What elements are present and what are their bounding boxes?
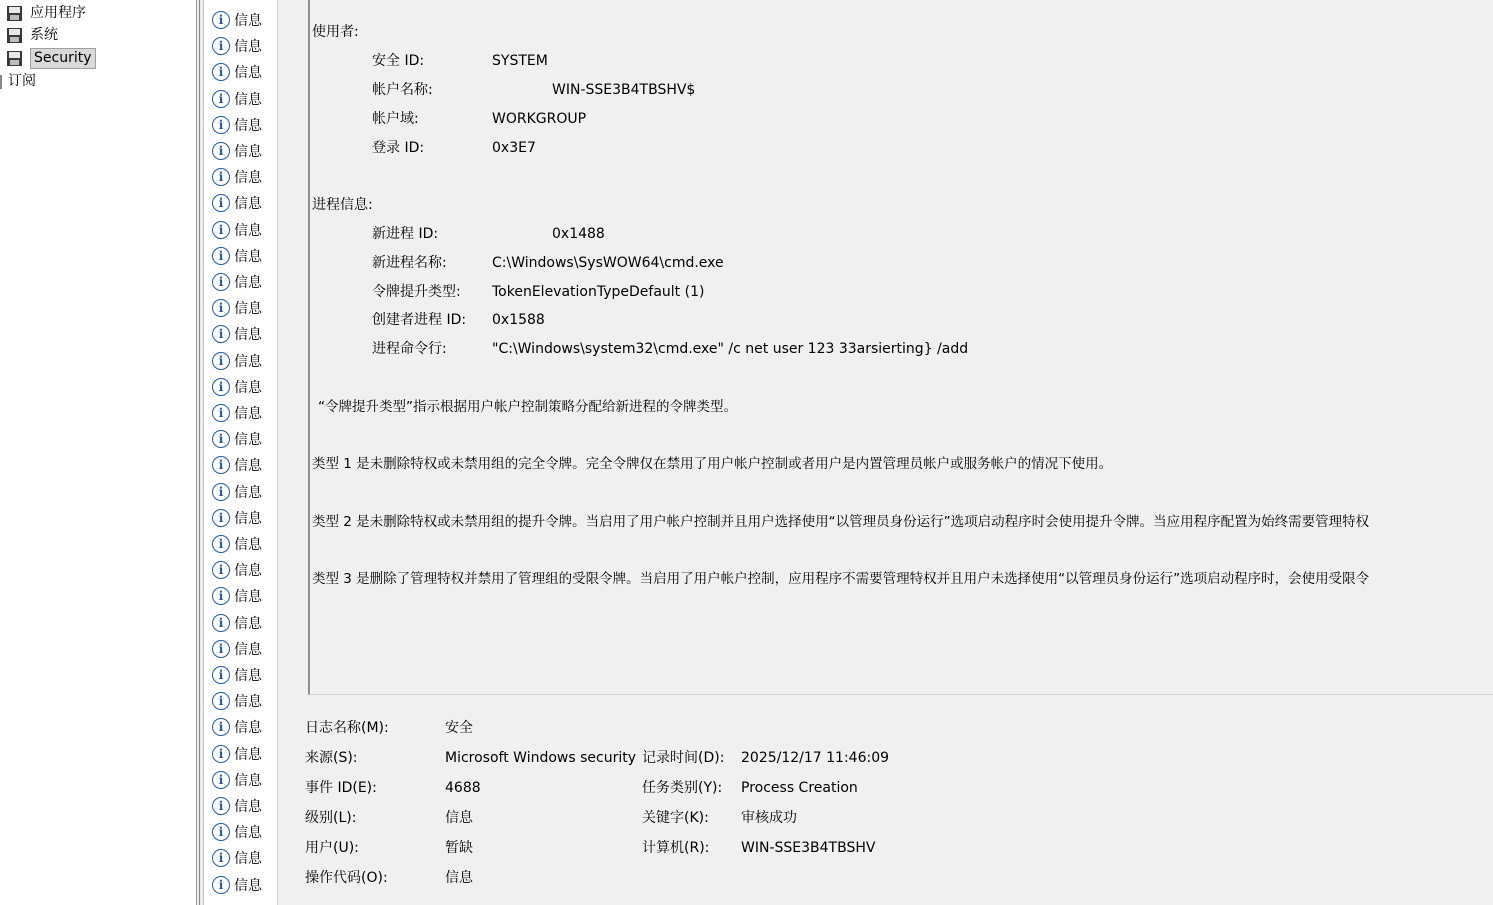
info-icon: i — [212, 456, 230, 474]
event-row[interactable] — [212, 794, 262, 818]
event-row[interactable] — [212, 296, 262, 320]
subject-value: 0x3E7 — [492, 140, 536, 156]
event-row[interactable] — [212, 401, 262, 425]
process-value: 0x1588 — [492, 312, 545, 328]
event-level-label: 信息 — [234, 170, 262, 187]
log-icon — [6, 27, 23, 44]
event-level-label: 信息 — [234, 65, 262, 82]
event-row[interactable] — [212, 113, 262, 137]
event-row[interactable] — [212, 611, 262, 635]
event-level-label: 信息 — [234, 353, 262, 370]
type1-text: 类型 1 是未删除特权或未禁用组的完全令牌。完全令牌仅在禁用了用户帐户控制或者用户是内置管理员帐户或服务帐户的情况下使用。 — [312, 456, 1113, 472]
tree-line — [0, 75, 2, 89]
info-icon: i — [212, 666, 230, 684]
event-row[interactable] — [212, 60, 262, 84]
event-id-value: 4688 — [445, 780, 481, 796]
info-icon: i — [212, 797, 230, 815]
process-value: 0x1488 — [552, 226, 605, 242]
info-icon: i — [212, 221, 230, 239]
subject-value: WORKGROUP — [492, 111, 587, 127]
subject-header: 使用者: — [312, 24, 359, 40]
event-level-label: 信息 — [234, 301, 262, 318]
event-detail-pane — [293, 0, 1493, 905]
event-row[interactable] — [212, 768, 262, 792]
process-value: TokenElevationTypeDefault (1) — [492, 284, 705, 300]
source-label: 来源(S): — [305, 750, 358, 766]
event-level-label: 信息 — [234, 248, 262, 265]
type3-text: 类型 3 是删除了管理特权并禁用了管理组的受限令牌。当启用了用户帐户控制，应用程序不需要管理特权并且用户未选择使用“以管理员身份运行”选项启动程序时，会使用受限令 — [312, 571, 1370, 587]
log-name-value: 安全 — [445, 720, 473, 736]
user-value: 暂缺 — [445, 840, 473, 856]
info-icon: i — [212, 247, 230, 265]
process-value: "C:\Windows\system32\cmd.exe" /c net user 123 33arsierting} /add — [492, 341, 969, 357]
event-row[interactable] — [212, 506, 262, 530]
info-icon: i — [212, 273, 230, 291]
event-level-label: 信息 — [234, 406, 262, 422]
event-row[interactable] — [212, 322, 262, 346]
level-value: 信息 — [445, 810, 473, 826]
navigation-tree — [0, 0, 196, 905]
event-description — [308, 0, 1493, 695]
event-row[interactable] — [212, 663, 262, 687]
log-name-label: 日志名称(M): — [305, 720, 389, 736]
process-label: 创建者进程 ID: — [372, 312, 467, 328]
event-row[interactable] — [212, 689, 262, 713]
process-label: 进程命令行: — [372, 341, 447, 357]
event-row[interactable] — [212, 218, 262, 242]
process-value: C:\Windows\SysWOW64\cmd.exe — [492, 255, 724, 271]
info-icon: i — [212, 168, 230, 186]
event-level-label: 信息 — [234, 537, 262, 553]
event-id-label: 事件 ID(E): — [305, 780, 377, 796]
computer-value: WIN-SSE3B4TBSHV — [741, 840, 876, 856]
info-icon: i — [212, 876, 230, 894]
event-row[interactable] — [212, 532, 262, 556]
event-level-label: 信息 — [234, 589, 262, 606]
event-level-label: 信息 — [234, 379, 262, 396]
event-row[interactable] — [212, 8, 262, 32]
event-row[interactable] — [212, 139, 262, 163]
subject-value: SYSTEM — [492, 53, 548, 69]
event-level-label: 信息 — [234, 563, 262, 580]
info-icon: i — [212, 692, 230, 710]
event-row[interactable] — [212, 715, 262, 739]
event-row[interactable] — [212, 480, 262, 504]
info-icon: i — [212, 535, 230, 553]
event-level-label: 信息 — [234, 615, 262, 632]
subject-label: 安全 ID: — [372, 53, 425, 69]
tree-item-security[interactable] — [6, 48, 96, 69]
computer-label: 计算机(R): — [642, 840, 710, 856]
process-label: 令牌提升类型: — [372, 284, 461, 300]
event-row[interactable] — [212, 349, 262, 373]
info-icon: i — [212, 483, 230, 501]
event-level-label: 信息 — [234, 641, 262, 658]
event-row[interactable] — [212, 270, 262, 294]
event-level-label: 信息 — [234, 222, 262, 239]
event-row[interactable] — [212, 637, 262, 661]
event-row[interactable] — [212, 427, 262, 451]
subject-label: 登录 ID: — [372, 140, 425, 156]
tree-item-label: 系统 — [30, 27, 58, 43]
event-level-label: 信息 — [234, 196, 262, 213]
event-level-label: 信息 — [234, 484, 262, 501]
process-label: 新进程名称: — [372, 255, 447, 271]
event-level-label: 信息 — [234, 117, 262, 134]
tree-item-label: 订阅 — [8, 73, 36, 89]
subject-value: WIN-SSE3B4TBSHV$ — [552, 82, 696, 98]
info-icon: i — [212, 142, 230, 160]
task-category-value: Process Creation — [741, 780, 858, 796]
logged-value: 2025/12/17 11:46:09 — [741, 750, 890, 766]
tree-item-system[interactable] — [6, 25, 58, 46]
info-icon: i — [212, 823, 230, 841]
event-level-label: 信息 — [234, 91, 262, 108]
event-row[interactable] — [212, 742, 262, 766]
subject-label: 帐户名称: — [372, 82, 433, 98]
log-icon — [6, 50, 23, 67]
user-label: 用户(U): — [305, 840, 359, 856]
process-header: 进程信息: — [312, 197, 373, 213]
event-level-label: 信息 — [234, 799, 262, 815]
info-icon: i — [212, 614, 230, 632]
info-icon: i — [212, 299, 230, 317]
info-icon: i — [212, 509, 230, 527]
event-row[interactable] — [212, 873, 262, 897]
info-icon: i — [212, 194, 230, 212]
event-level-label: 信息 — [234, 13, 262, 29]
event-row[interactable] — [212, 584, 262, 608]
info-icon: i — [212, 352, 230, 370]
event-level-label: 信息 — [234, 851, 262, 868]
event-level-label: 信息 — [234, 432, 262, 449]
keywords-value: 审核成功 — [741, 810, 797, 826]
event-list — [205, 0, 277, 905]
event-row[interactable] — [212, 165, 262, 189]
source-value[interactable]: Microsoft Windows security — [445, 750, 637, 766]
event-row[interactable] — [212, 34, 262, 58]
event-level-label: 信息 — [234, 772, 262, 789]
opcode-label: 操作代码(O): — [305, 870, 388, 886]
event-level-label: 信息 — [234, 877, 262, 894]
logged-label: 记录时间(D): — [642, 750, 725, 766]
event-row[interactable] — [212, 453, 262, 477]
info-icon: i — [212, 378, 230, 396]
event-list-border — [277, 0, 293, 905]
info-icon: i — [212, 116, 230, 134]
info-icon: i — [212, 404, 230, 422]
info-icon: i — [212, 430, 230, 448]
info-icon: i — [212, 37, 230, 55]
event-level-label: 信息 — [234, 668, 262, 684]
tree-item-label: Security — [30, 48, 96, 69]
info-icon: i — [212, 63, 230, 81]
elevation-note: “令牌提升类型”指示根据用户帐户控制策略分配给新进程的令牌类型。 — [318, 399, 737, 415]
event-level-label: 信息 — [234, 275, 262, 291]
event-level-label: 信息 — [234, 144, 262, 160]
process-label: 新进程 ID: — [372, 226, 439, 242]
task-category-label: 任务类别(Y): — [642, 780, 723, 796]
event-row[interactable] — [212, 87, 262, 111]
info-icon: i — [212, 640, 230, 658]
event-level-label: 信息 — [234, 458, 262, 475]
info-icon: i — [212, 849, 230, 867]
subject-label: 帐户域: — [372, 111, 419, 127]
event-row[interactable] — [212, 375, 262, 399]
event-row[interactable] — [212, 191, 262, 215]
type2-text: 类型 2 是未删除特权或未禁用组的提升令牌。当启用了用户帐户控制并且用户选择使用“以管理员身份运行”选项启动程序时会使用提升令牌。当应用程序配置为始终需要管理特权 — [312, 514, 1370, 530]
event-level-label: 信息 — [234, 510, 262, 527]
event-row[interactable] — [212, 558, 262, 582]
event-level-label: 信息 — [234, 720, 262, 737]
tree-item-subscriptions[interactable] — [8, 71, 36, 92]
info-icon: i — [212, 745, 230, 763]
info-icon: i — [212, 11, 230, 29]
info-icon: i — [212, 561, 230, 579]
info-icon: i — [212, 718, 230, 736]
event-row[interactable] — [212, 820, 262, 844]
info-icon: i — [212, 587, 230, 605]
opcode-value: 信息 — [445, 870, 473, 886]
log-icon — [6, 5, 23, 22]
info-icon: i — [212, 771, 230, 789]
event-row[interactable] — [212, 846, 262, 870]
event-level-label: 信息 — [234, 825, 262, 842]
tree-item-label: 应用程序 — [30, 5, 86, 21]
pane-splitter[interactable] — [196, 0, 204, 905]
event-level-label: 信息 — [234, 746, 262, 763]
info-icon: i — [212, 325, 230, 343]
level-label: 级别(L): — [305, 810, 357, 826]
event-row[interactable] — [212, 244, 262, 268]
event-level-label: 信息 — [234, 694, 262, 711]
keywords-label: 关键字(K): — [642, 810, 709, 826]
event-level-label: 信息 — [234, 327, 262, 344]
info-icon: i — [212, 90, 230, 108]
tree-item-application[interactable] — [6, 3, 86, 24]
event-level-label: 信息 — [234, 39, 262, 56]
